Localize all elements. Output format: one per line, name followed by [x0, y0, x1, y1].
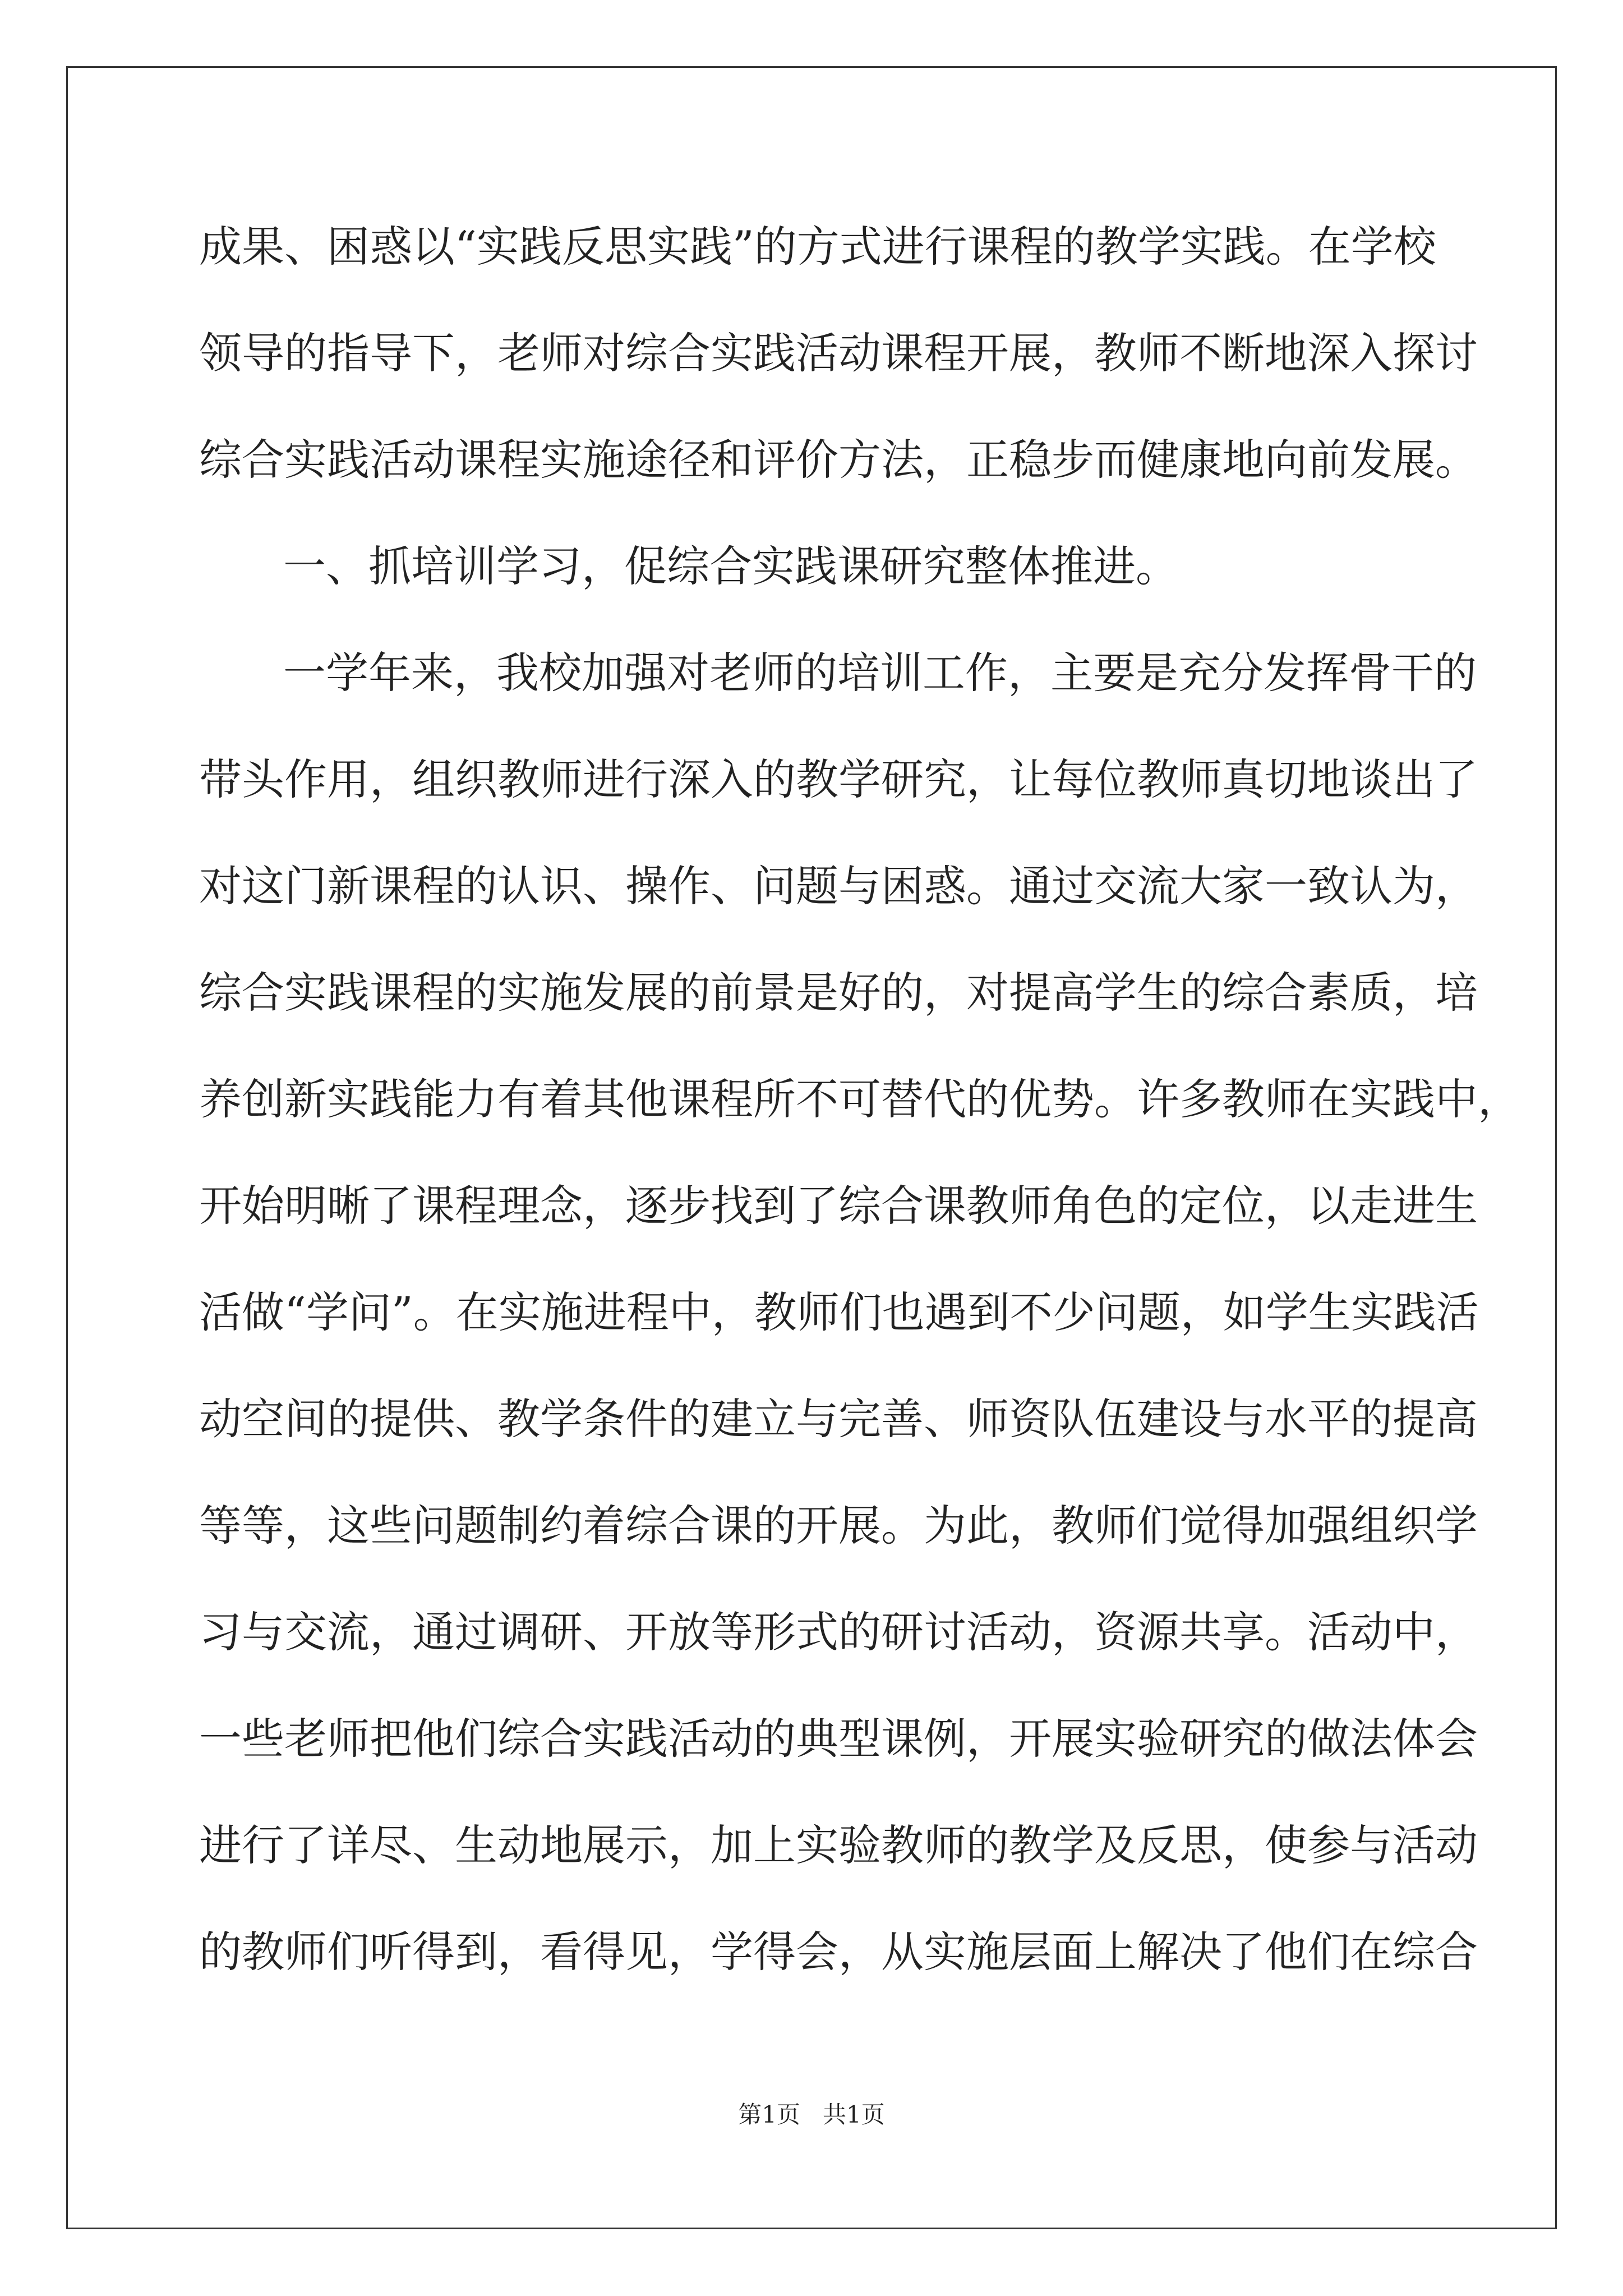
page-number: 第1页 共1页 [738, 2101, 885, 2128]
text-line-14: 习与交流，通过调研、开放等形式的研讨活动，资源共享。活动中， [199, 1607, 1478, 1657]
text-line-9: 养创新实践能力有着其他课程所不可替代的优势。许多教师在实践中， [199, 1074, 1520, 1124]
section-heading: 一、抓培训学习，促综合实践课研究整体推进。 [283, 541, 1178, 591]
text-line-16: 进行了详尽、生动地展示，加上实验教师的教学及反思，使参与活动 [199, 1820, 1478, 1870]
text-line-10: 开始明晰了课程理念，逐步找到了综合课教师角色的定位，以走进生 [199, 1181, 1478, 1231]
text-line-5: 一学年来，我校加强对老师的培训工作，主要是充分发挥骨干的 [283, 648, 1477, 698]
text-line-17: 的教师们听得到，看得见，学得会，从实施层面上解决了他们在综合 [199, 1927, 1478, 1977]
page-border [66, 66, 1557, 2229]
text-line-6: 带头作用，组织教师进行深入的教学研究，让每位教师真切地谈出了 [199, 754, 1478, 804]
text-line-15: 一些老师把他们综合实践活动的典型课例，开展实验研究的做法体会 [199, 1714, 1478, 1764]
text-line-1: 成果、困惑以“实践反思实践”的方式进行课程的教学实践。在学校 [199, 222, 1436, 272]
text-line-7: 对这门新课程的认识、操作、问题与困惑。通过交流大家一致认为， [199, 861, 1478, 911]
text-line-12: 动空间的提供、教学条件的建立与完善、师资队伍建设与水平的提高 [199, 1394, 1478, 1444]
text-line-13: 等等，这些问题制约着综合课的开展。为此，教师们觉得加强组织学 [199, 1501, 1478, 1550]
text-line-3: 综合实践活动课程实施途径和评价方法，正稳步而健康地向前发展。 [199, 435, 1478, 485]
text-line-2: 领导的指导下，老师对综合实践活动课程开展，教师不断地深入探讨 [199, 328, 1478, 378]
text-line-8: 综合实践课程的实施发展的前景是好的，对提高学生的综合素质，培 [199, 968, 1478, 1018]
text-line-11: 活做“学问”。在实施进程中，教师们也遇到不少问题，如学生实践活 [199, 1287, 1479, 1337]
